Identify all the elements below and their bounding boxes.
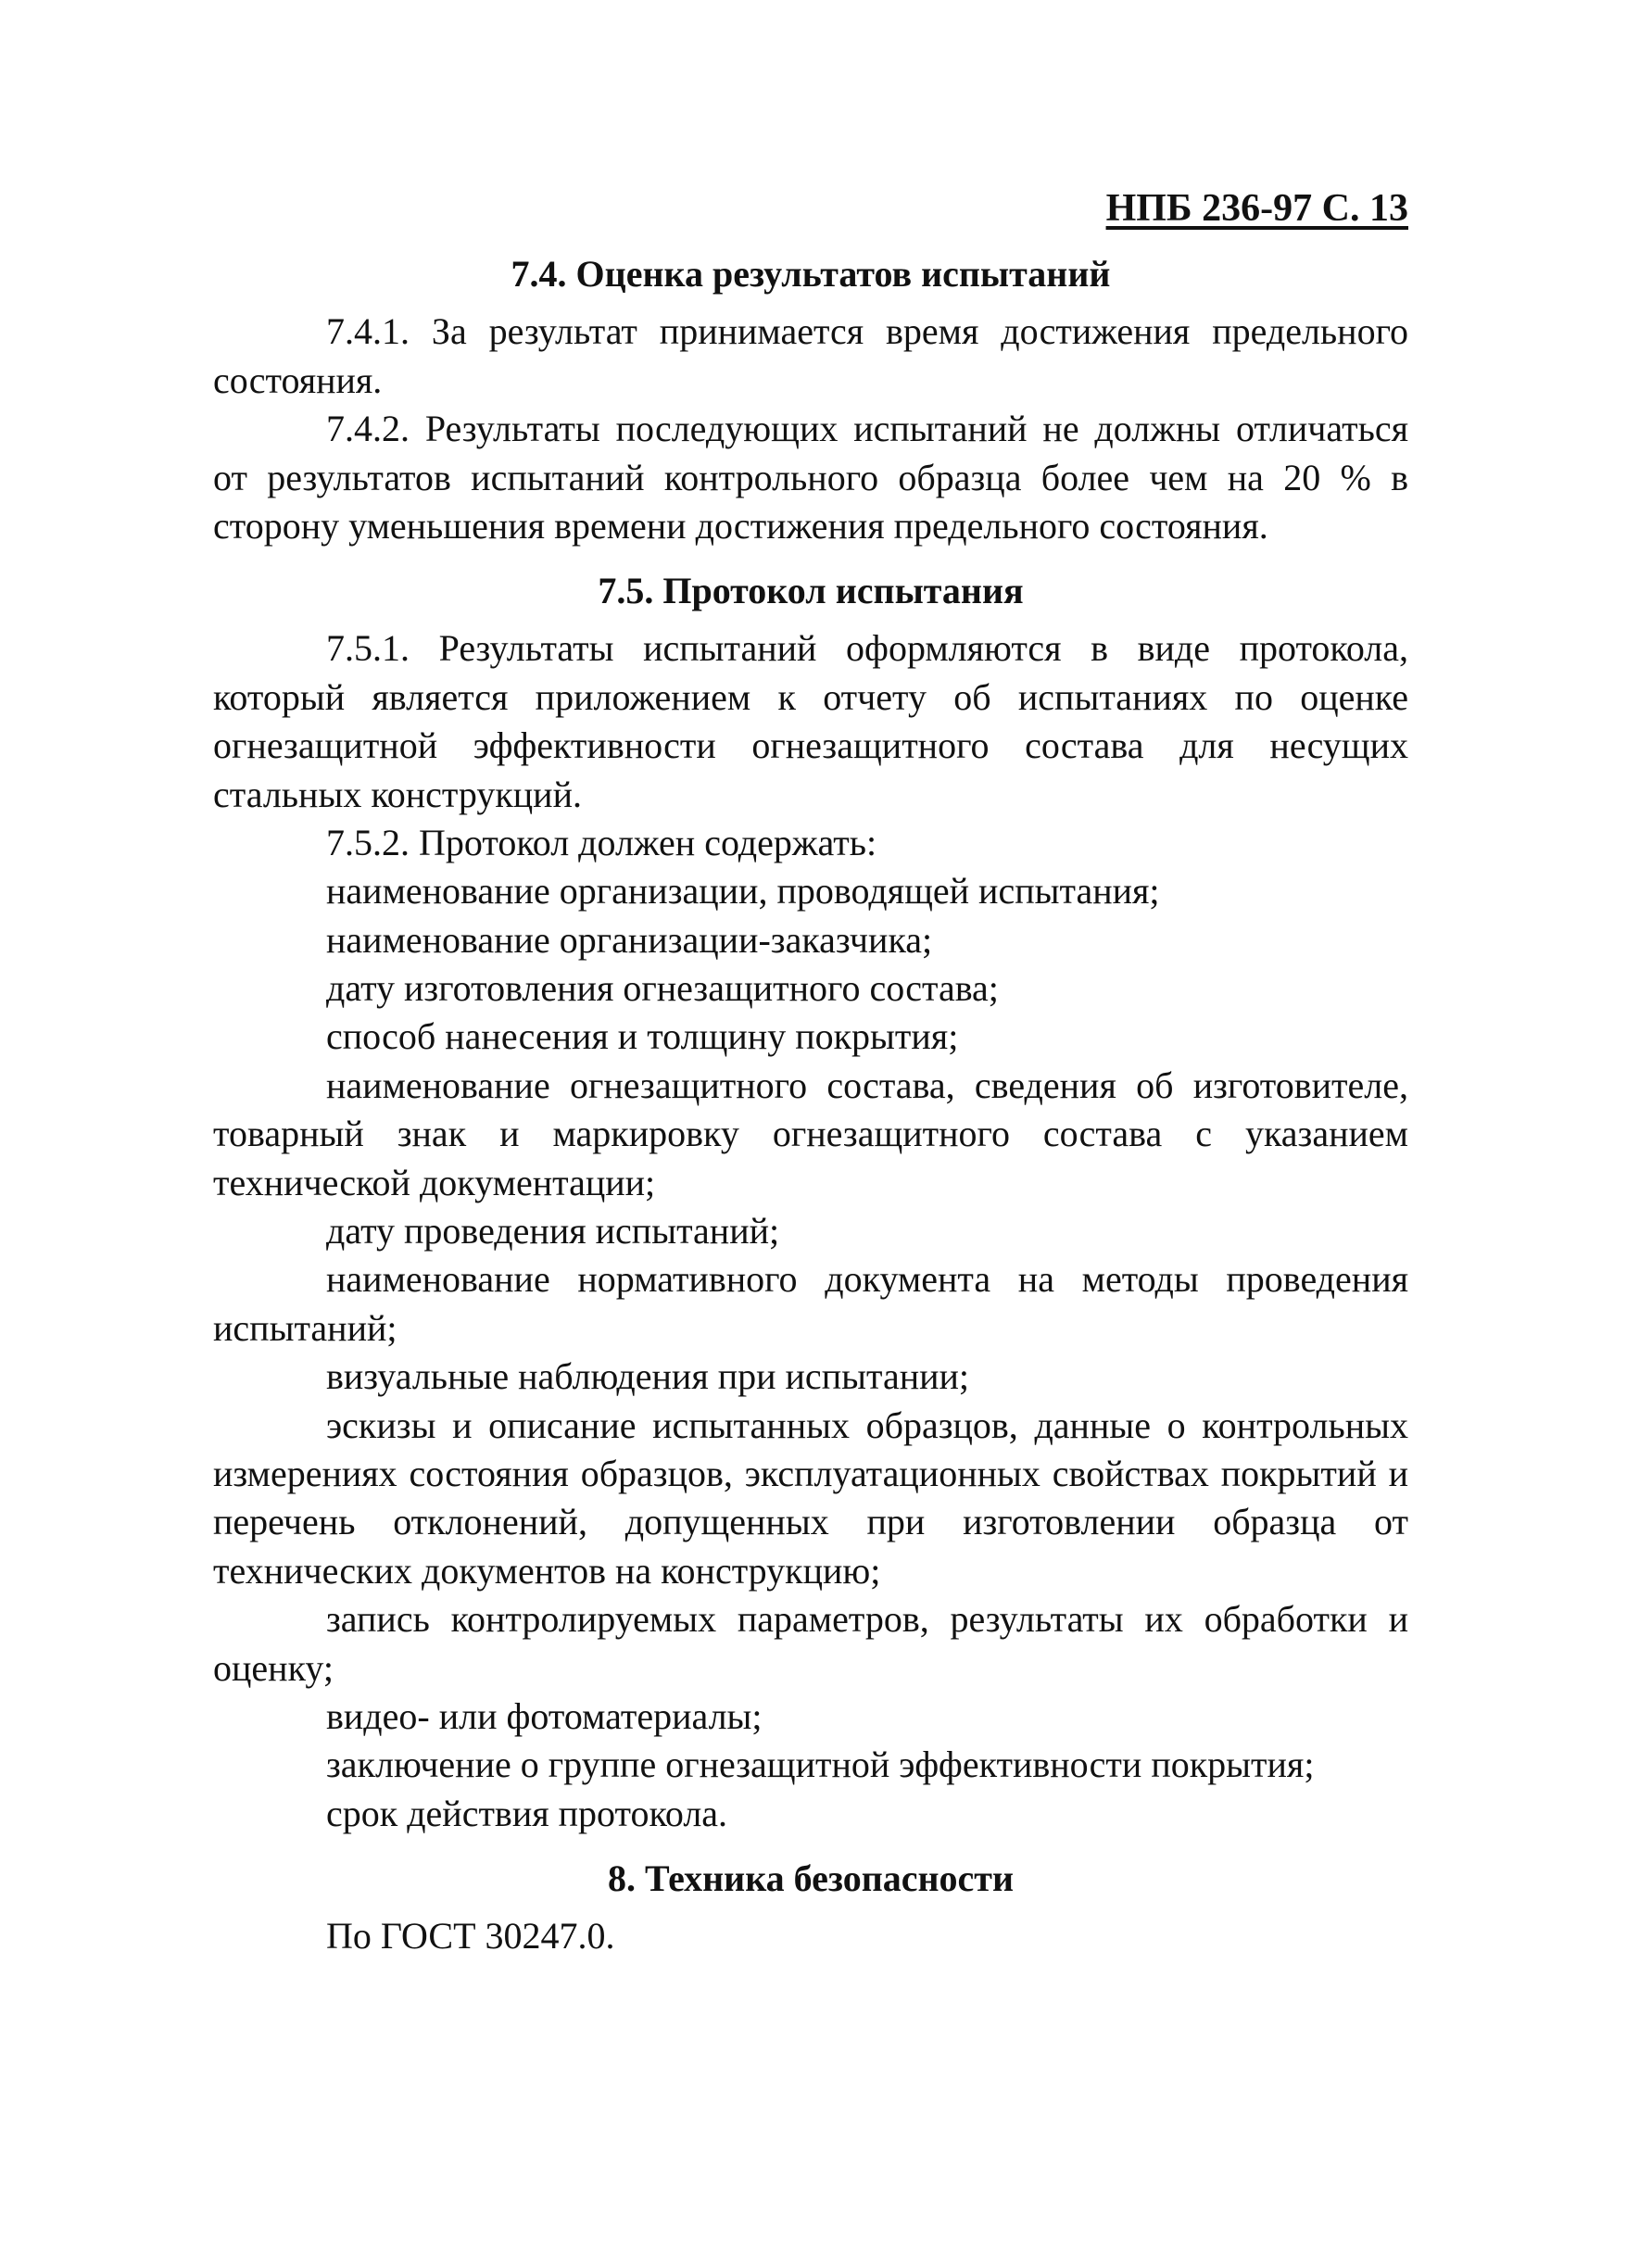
section-7-5-title: 7.5. Протокол испытания bbox=[598, 570, 1024, 612]
list-item: наименование организации-заказчика; bbox=[326, 918, 933, 961]
page-header: НПБ 236-97 С. 13 bbox=[1105, 187, 1408, 230]
paragraph-8: По ГОСТ 30247.0. bbox=[326, 1915, 615, 1958]
section-7-4-title: 7.4. Оценка результатов испытаний bbox=[511, 253, 1111, 296]
list-item: наименование нормативного документа на методы проведения испытаний; bbox=[213, 1258, 1408, 1349]
list-item: наименование организации, проводящей испытания; bbox=[326, 870, 1160, 913]
list-item: запись контролируемых параметров, результаты их обработки и оценку; bbox=[213, 1598, 1408, 1689]
list-item: наименование огнезащитного состава, сведения об изготовителе, товарный знак и маркировку огнезащитного состава с указанием технической документации; bbox=[213, 1064, 1408, 1203]
paragraph-7-5-2: 7.5.2. Протокол должен содержать: bbox=[326, 821, 877, 863]
protocol-contents-list bbox=[213, 867, 1408, 1838]
list-item: срок действия протокола. bbox=[326, 1792, 728, 1834]
list-item: заключение о группе огнезащитной эффективности покрытия; bbox=[326, 1744, 1315, 1786]
paragraph-7-4-2: 7.4.2. Результаты последующих испытаний не должны отличаться от результатов испытаний контрольного образца более чем на 20 % в сторону уменьшения времени достижения предельного состояния. bbox=[213, 408, 1408, 547]
section-8-title: 8. Техника безопасности bbox=[607, 1857, 1014, 1900]
list-item: видео- или фотоматериалы; bbox=[326, 1694, 763, 1737]
list-item: визуальные наблюдения при испытании; bbox=[326, 1355, 970, 1398]
paragraph-7-4-1: 7.4.1. За результат принимается время достижения предельного состояния. bbox=[213, 310, 1408, 401]
list-item: эскизы и описание испытанных образцов, данные о контрольных измерениях состояния образцов, эксплуатационных свойствах покрытий и перечень отклонений, допущенных при изготовлении образца от технических документов на конструкцию; bbox=[213, 1404, 1408, 1592]
document-page bbox=[213, 185, 1408, 1961]
paragraph-7-5-1: 7.5.1. Результаты испытаний оформляются в виде протокола, который является приложением к отчету об испытаниях по оценке огнезащитной эффективности огнезащитного состава для несущих стальных конструкций. bbox=[213, 627, 1408, 815]
list-item: дату изготовления огнезащитного состава; bbox=[326, 967, 999, 1010]
list-item: дату проведения испытаний; bbox=[326, 1210, 780, 1253]
list-item: способ нанесения и толщину покрытия; bbox=[326, 1015, 959, 1058]
